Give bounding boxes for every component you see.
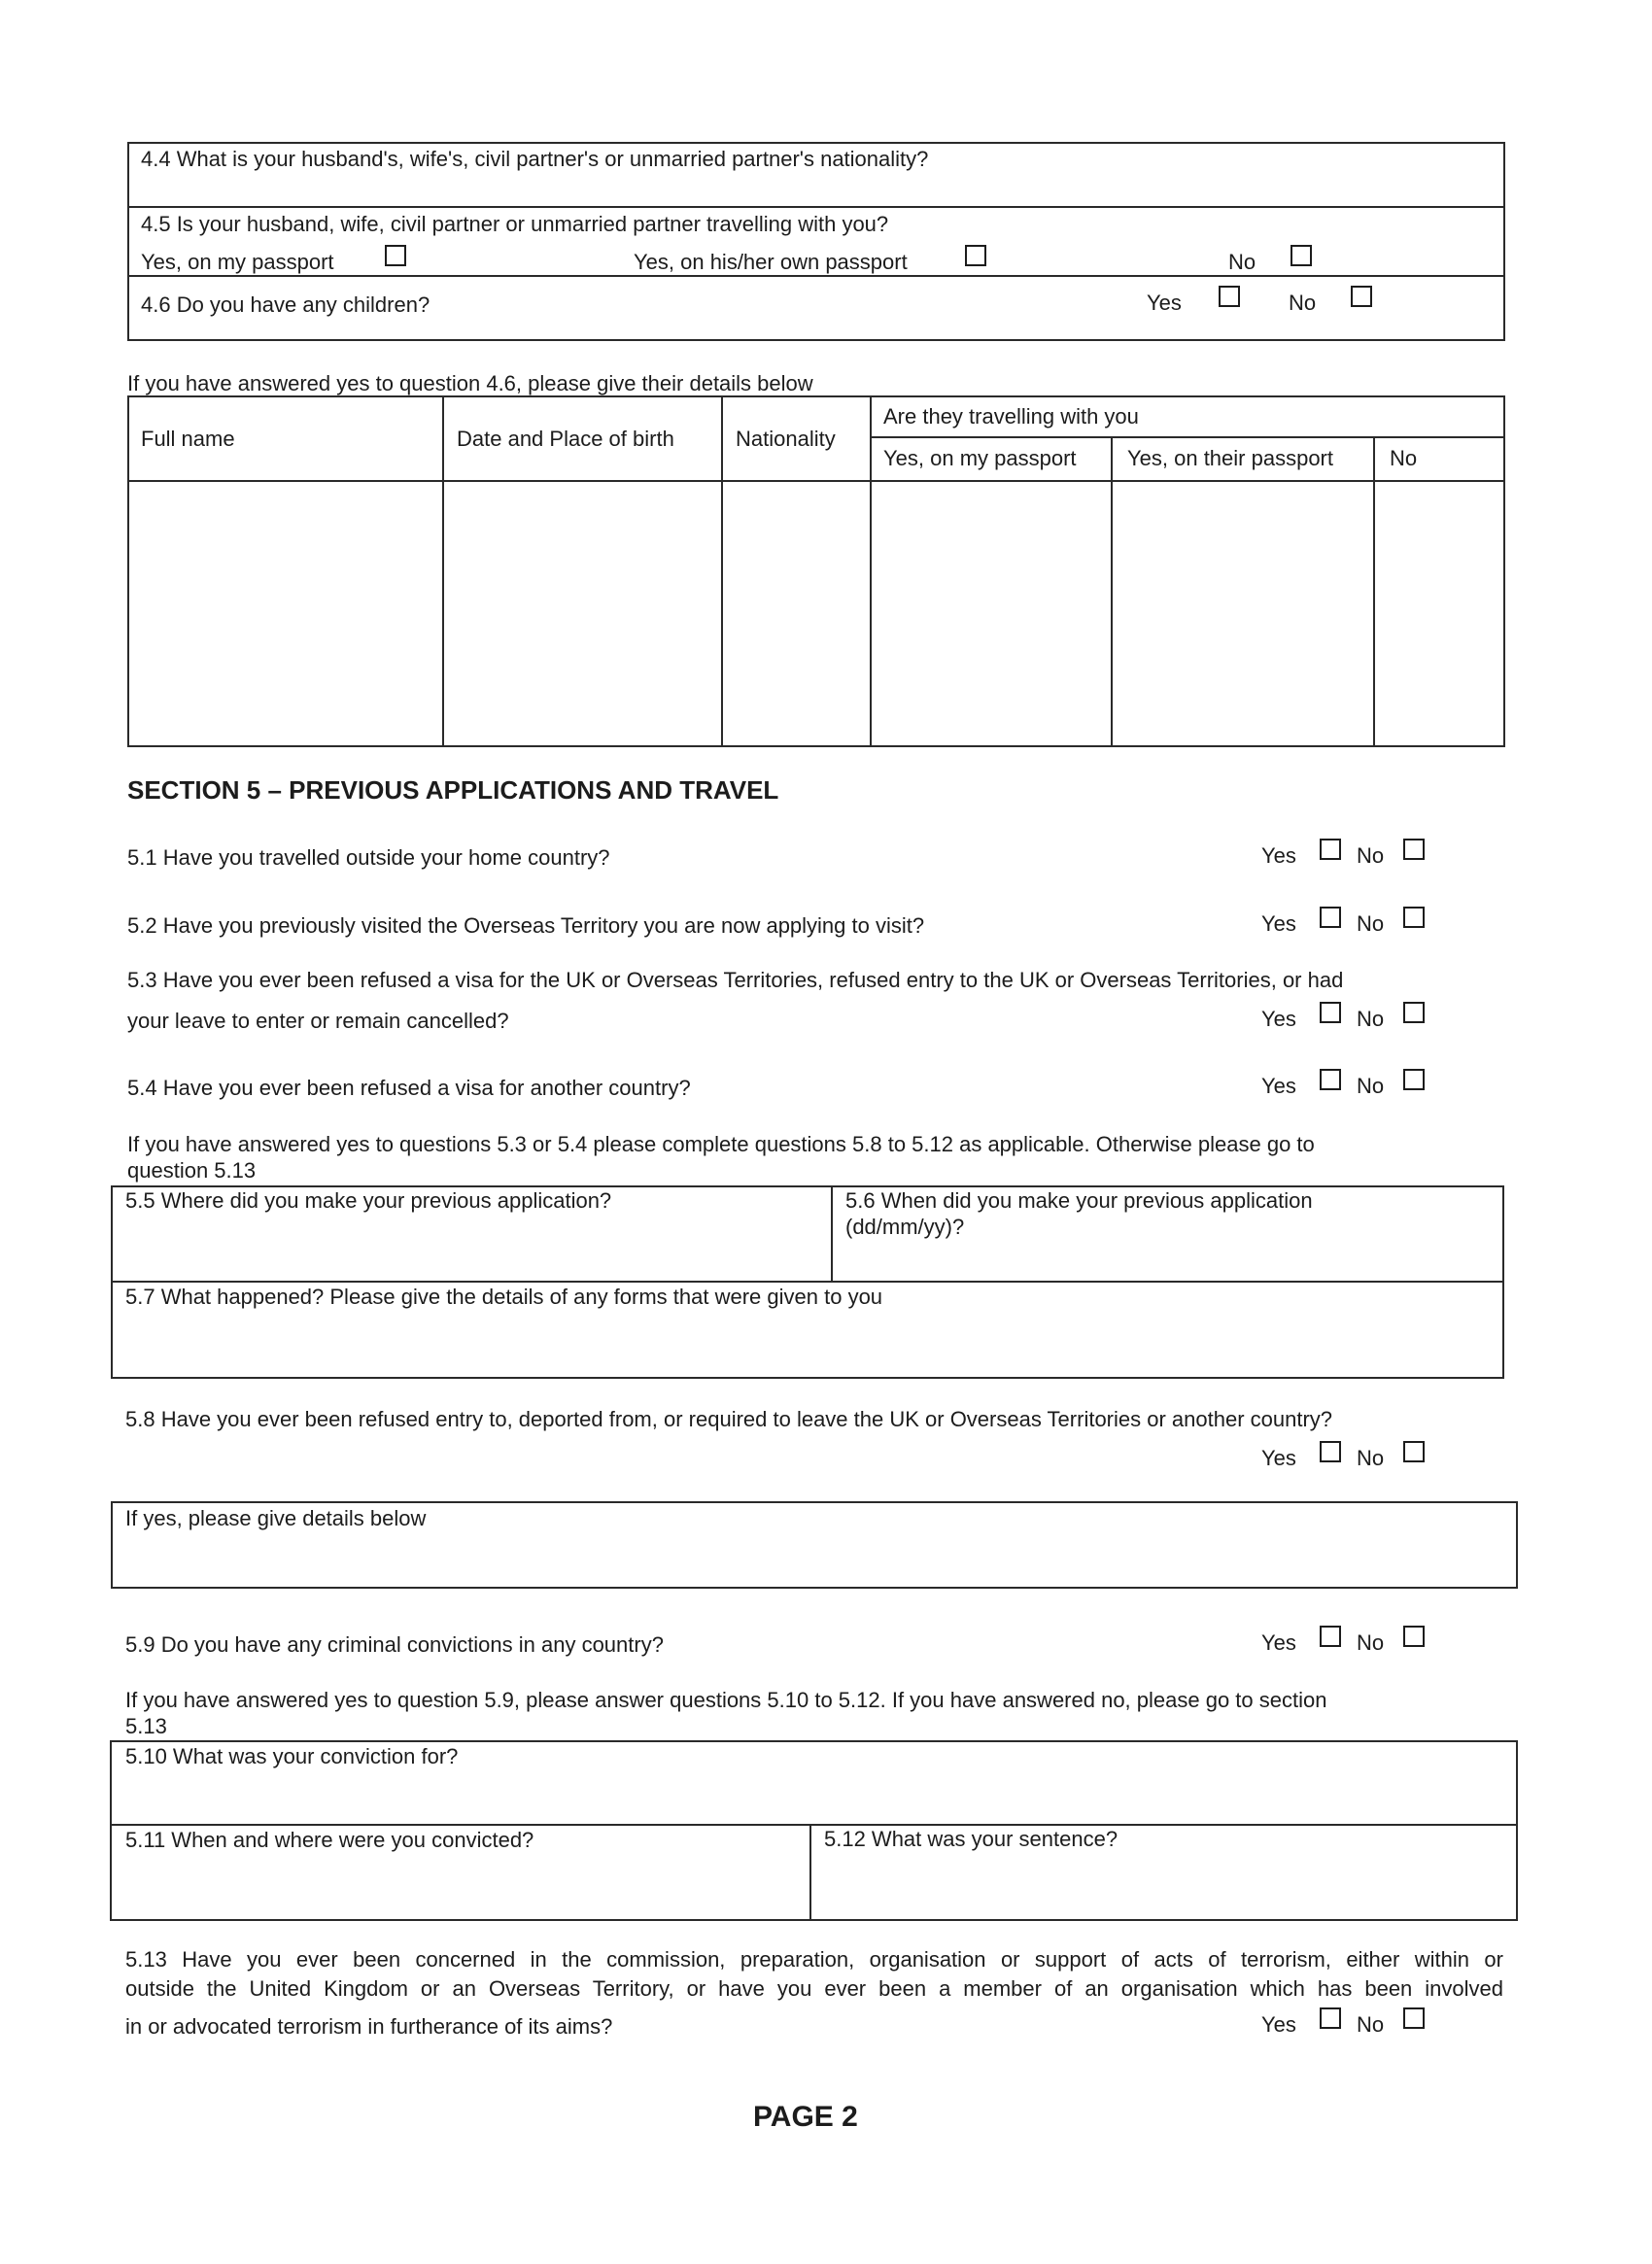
question-5-5: 5.5 Where did you make your previous application? <box>125 1188 612 1213</box>
checkbox-4-5-no[interactable] <box>1291 245 1312 266</box>
yes-label: Yes <box>1261 2012 1296 2037</box>
divider <box>111 1281 1504 1283</box>
no-label: No <box>1357 1446 1385 1470</box>
question-5-6: 5.6 When did you make your previous application <box>845 1188 1313 1213</box>
no-label: No <box>1357 1007 1385 1031</box>
checkbox-5-2-yes[interactable] <box>1320 907 1341 928</box>
checkbox-5-13-no[interactable] <box>1403 2007 1425 2029</box>
instruction-5-3-cont: question 5.13 <box>127 1158 257 1183</box>
checkbox-4-6-yes[interactable] <box>1219 286 1240 307</box>
checkbox-4-6-no[interactable] <box>1351 286 1372 307</box>
yes-label: Yes <box>1261 1446 1296 1470</box>
divider <box>110 1824 1518 1826</box>
yes-label: Yes <box>1261 911 1296 936</box>
checkbox-5-2-no[interactable] <box>1403 907 1425 928</box>
question-4-5: 4.5 Is your husband, wife, civil partner or unmarried partner travelling with you? <box>141 212 889 236</box>
yes-label: Yes <box>1261 1007 1296 1031</box>
question-5-8: 5.8 Have you ever been refused entry to, deported from, or required to leave the UK or Overseas Territories or another country? <box>125 1407 1333 1431</box>
checkbox-5-13-yes[interactable] <box>1320 2007 1341 2029</box>
question-5-11: 5.11 When and where were you convicted? <box>125 1828 534 1852</box>
no-label: No <box>1357 2012 1385 2037</box>
question-5-12: 5.12 What was your sentence? <box>824 1827 1119 1851</box>
instruction-5-9-cont: 5.13 <box>125 1714 167 1738</box>
refusal-details-label: If yes, please give details below <box>125 1506 427 1530</box>
divider <box>1373 436 1375 747</box>
divider <box>831 1185 833 1282</box>
question-5-7: 5.7 What happened? Please give the details of any forms that were given to you <box>125 1285 883 1309</box>
no-label: No <box>1357 1630 1385 1655</box>
checkbox-5-8-yes[interactable] <box>1320 1441 1341 1462</box>
checkbox-5-3-no[interactable] <box>1403 1002 1425 1023</box>
checkbox-5-1-yes[interactable] <box>1320 839 1341 860</box>
question-4-6: 4.6 Do you have any children? <box>141 292 430 317</box>
divider <box>870 436 1505 438</box>
yes-label: Yes <box>1147 291 1182 315</box>
column-header-dob: Date and Place of birth <box>457 427 674 451</box>
column-header-no: No <box>1390 446 1418 470</box>
instruction-5-9: If you have answered yes to question 5.9, please answer questions 5.10 to 5.12. If you have answered no, please go to section <box>125 1688 1327 1712</box>
question-5-6-cont: (dd/mm/yy)? <box>845 1215 965 1239</box>
question-5-1: 5.1 Have you travelled outside your home country? <box>127 845 610 870</box>
question-5-13: 5.13 Have you ever been concerned in the commission, preparation, organisation or support of acts of terrorism, either within or <box>125 1947 1503 1972</box>
divider <box>127 480 1505 482</box>
question-5-10: 5.10 What was your conviction for? <box>125 1744 459 1768</box>
divider <box>442 395 444 747</box>
checkbox-4-5-my-passport[interactable] <box>385 245 406 266</box>
page-number: PAGE 2 <box>753 2101 858 2133</box>
checkbox-5-3-yes[interactable] <box>1320 1002 1341 1023</box>
divider <box>127 275 1505 277</box>
question-5-9: 5.9 Do you have any criminal convictions in any country? <box>125 1632 664 1657</box>
checkbox-5-4-no[interactable] <box>1403 1069 1425 1090</box>
question-5-4: 5.4 Have you ever been refused a visa for another country? <box>127 1076 691 1100</box>
divider <box>1111 436 1113 747</box>
option-label: No <box>1228 250 1256 274</box>
divider <box>870 395 872 747</box>
question-5-13-cont: outside the United Kingdom or an Overseas Territory, or have you ever been a member of an organisation which has been involved <box>125 1976 1503 2001</box>
no-label: No <box>1357 911 1385 936</box>
option-label: Yes, on his/her own passport <box>634 250 908 274</box>
divider <box>809 1824 811 1921</box>
checkbox-4-5-own-passport[interactable] <box>965 245 986 266</box>
question-5-3: 5.3 Have you ever been refused a visa for the UK or Overseas Territories, refused entry to the UK or Overseas Territories, or had <box>127 968 1344 992</box>
column-header-full-name: Full name <box>141 427 235 451</box>
checkbox-5-9-no[interactable] <box>1403 1626 1425 1647</box>
yes-label: Yes <box>1261 843 1296 868</box>
column-header-my-passport: Yes, on my passport <box>883 446 1077 470</box>
option-label: Yes, on my passport <box>141 250 334 274</box>
column-header-travelling: Are they travelling with you <box>883 404 1139 429</box>
yes-label: Yes <box>1261 1630 1296 1655</box>
question-5-13-end: in or advocated terrorism in furtherance of its aims? <box>125 2014 613 2039</box>
no-label: No <box>1289 291 1317 315</box>
children-intro: If you have answered yes to question 4.6, please give their details below <box>127 371 813 395</box>
checkbox-5-4-yes[interactable] <box>1320 1069 1341 1090</box>
checkbox-5-8-no[interactable] <box>1403 1441 1425 1462</box>
divider <box>127 206 1505 208</box>
no-label: No <box>1357 843 1385 868</box>
section5-title: SECTION 5 – PREVIOUS APPLICATIONS AND TRAVEL <box>127 775 779 805</box>
question-4-4: 4.4 What is your husband's, wife's, civil partner's or unmarried partner's nationality? <box>141 147 929 171</box>
checkbox-5-9-yes[interactable] <box>1320 1626 1341 1647</box>
column-header-their-passport: Yes, on their passport <box>1127 446 1333 470</box>
divider <box>721 395 723 747</box>
question-5-3-cont: your leave to enter or remain cancelled? <box>127 1009 509 1033</box>
checkbox-5-1-no[interactable] <box>1403 839 1425 860</box>
yes-label: Yes <box>1261 1074 1296 1098</box>
no-label: No <box>1357 1074 1385 1098</box>
instruction-5-3: If you have answered yes to questions 5.3 or 5.4 please complete questions 5.8 to 5.12 as applicable. Otherwise please go to <box>127 1132 1315 1156</box>
column-header-nationality: Nationality <box>736 427 836 451</box>
question-5-2: 5.2 Have you previously visited the Overseas Territory you are now applying to visit? <box>127 913 925 938</box>
